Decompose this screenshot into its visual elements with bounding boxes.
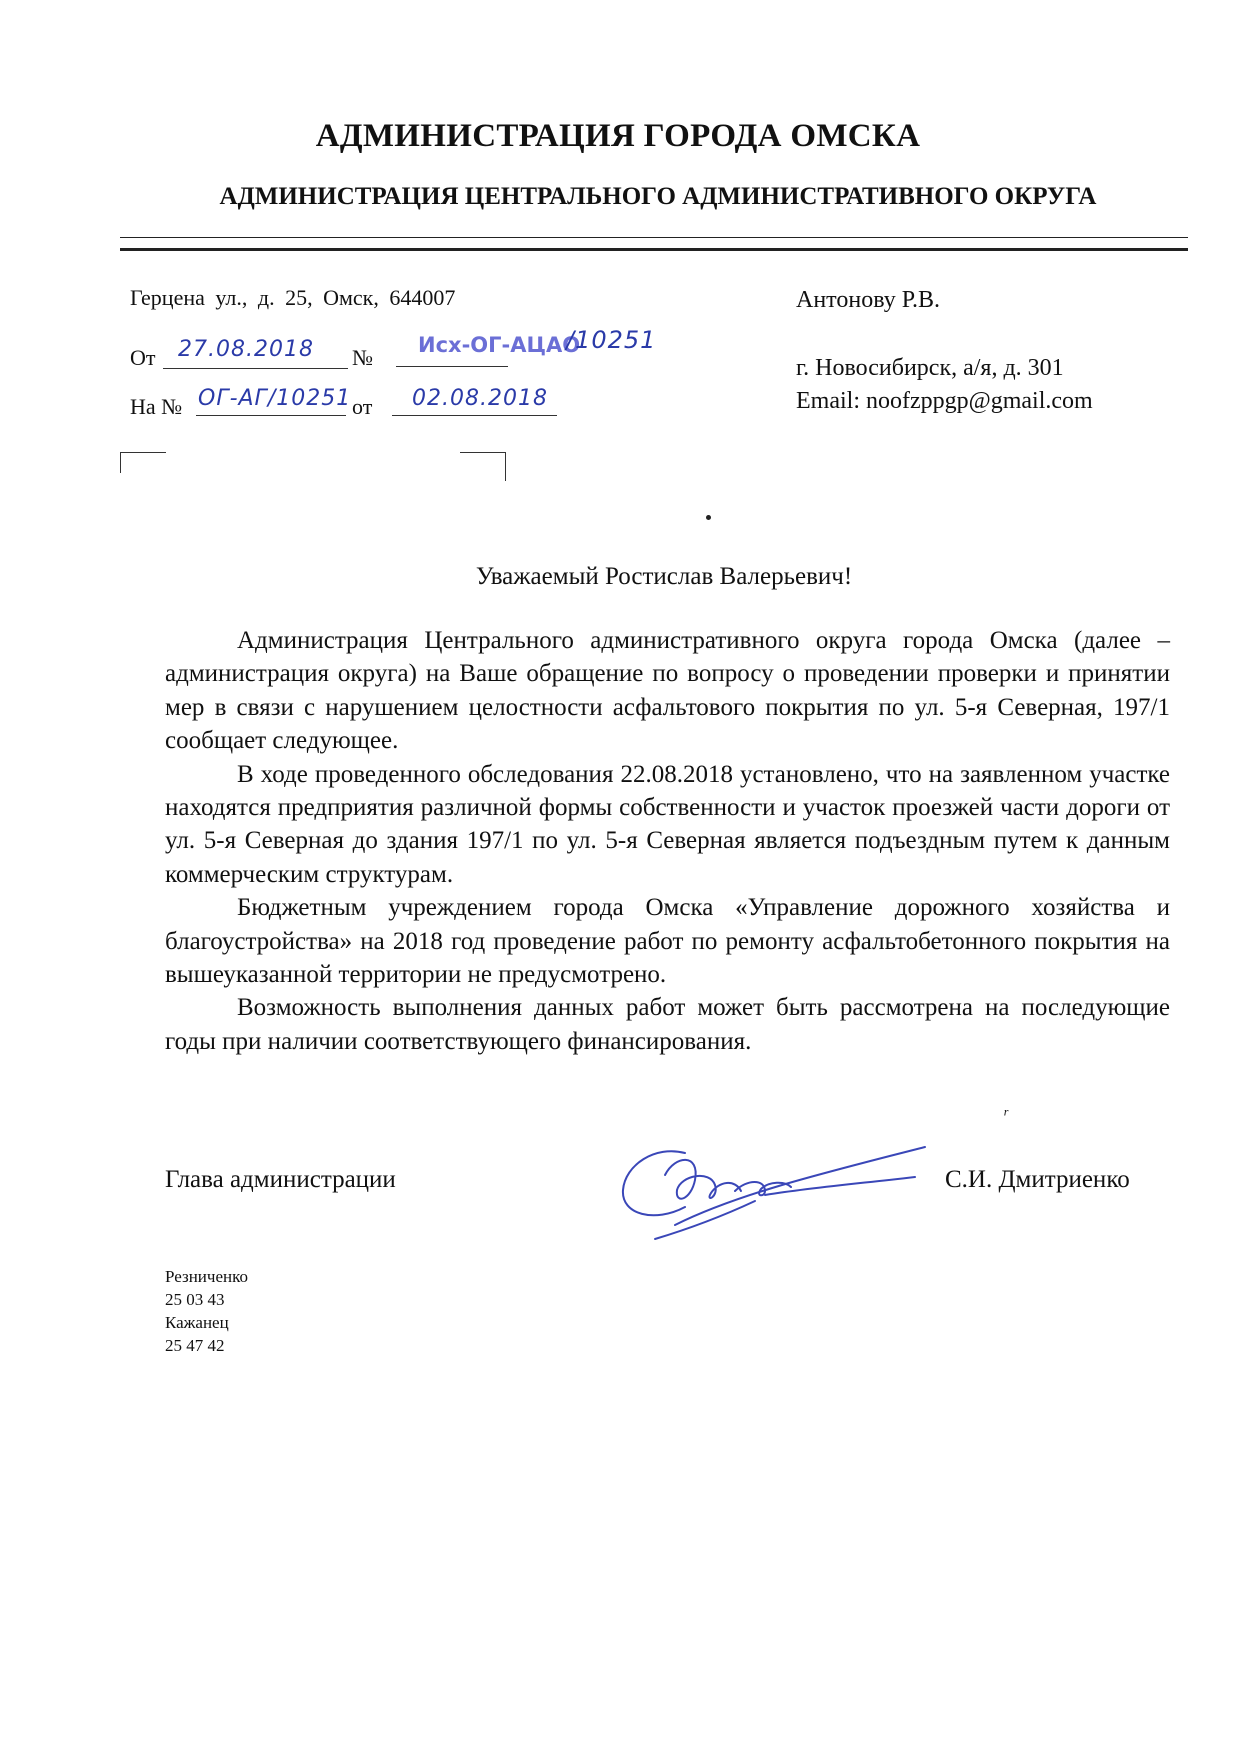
- handwritten-signature: [615, 1135, 935, 1245]
- reply-date-underline: [392, 415, 557, 416]
- reply-to-number-underline: [196, 415, 346, 416]
- reply-date-handwritten: 02.08.2018: [412, 386, 548, 411]
- executor-phone: 25 47 42: [165, 1336, 225, 1355]
- pen-mark-icon: ʳ: [1003, 1104, 1008, 1126]
- number-label: №: [352, 345, 373, 370]
- outgoing-number-stamp: Исх-ОГ-АЦАО: [418, 333, 581, 357]
- header-divider-thick: [120, 248, 1188, 251]
- reply-to-number-handwritten: ОГ-АГ/10251: [198, 386, 352, 411]
- greeting: Уважаемый Ростислав Валерьевич!: [475, 563, 853, 590]
- sender-address: Герцена ул., д. 25, Омск, 644007: [130, 285, 456, 310]
- signatory-position: Глава администрации: [165, 1166, 396, 1193]
- body-paragraph: В ходе проведенного обследования 22.08.2018 установлено, что на заявленном участке находятся предприятия различной формы собственности и участок проезжей части дороги от ул. 5-я Северная до здания 197/1 по ул. 5-я Северная является подъездным путем к данным коммерческим структурам.: [165, 760, 1170, 888]
- executor-phone: 25 03 43: [165, 1290, 225, 1309]
- address-corner-left: [120, 452, 166, 473]
- letter-body: [165, 624, 1170, 1058]
- body-paragraph: Возможность выполнения данных работ может быть рассмотрена на последующие годы при наличии соответствующего финансирования.: [165, 994, 1170, 1055]
- executor-name: Резниченко: [165, 1267, 248, 1286]
- from-date-handwritten: 27.08.2018: [178, 337, 314, 362]
- from-date-underline: [163, 368, 348, 369]
- reply-to-label: На №: [130, 394, 183, 419]
- from-label: От: [130, 345, 156, 370]
- executor-name: Кажанец: [165, 1313, 229, 1332]
- outgoing-number-handwritten: /10251: [566, 326, 657, 354]
- executors-block: [165, 1265, 248, 1357]
- organization-subtitle: АДМИНИСТРАЦИЯ ЦЕНТРАЛЬНОГО АДМИНИСТРАТИВНОГО ОКРУГА: [219, 183, 1097, 210]
- address-corner-right: [460, 452, 506, 481]
- organization-title: АДМИНИСТРАЦИЯ ГОРОДА ОМСКА: [315, 118, 921, 154]
- body-paragraph: Администрация Центрального административного округа города Омска (далее – администрация округа) на Ваше обращение по вопросу о проведении проверки и принятии мер в связи с нарушением целостности асфальтового покрытия по ул. 5-я Северная, 197/1 сообщает следующее.: [165, 627, 1170, 755]
- recipient-name: Антонову Р.В.: [796, 287, 941, 313]
- signatory-name: С.И. Дмитриенко: [945, 1166, 1130, 1193]
- recipient-address: г. Новосибирск, а/я, д. 301: [796, 355, 1064, 381]
- reply-date-label: от: [352, 394, 373, 419]
- header-divider-thin: [120, 237, 1188, 238]
- recipient-email: Email: noofzppgp@gmail.com: [796, 388, 1093, 414]
- number-underline: [396, 366, 508, 367]
- scan-dot: [706, 515, 711, 520]
- body-paragraph: Бюджетным учреждением города Омска «Управление дорожного хозяйства и благоустройства» на 2018 год проведение работ по ремонту асфальтобетонного покрытия на вышеуказанной территории не предусмотрено.: [165, 894, 1170, 989]
